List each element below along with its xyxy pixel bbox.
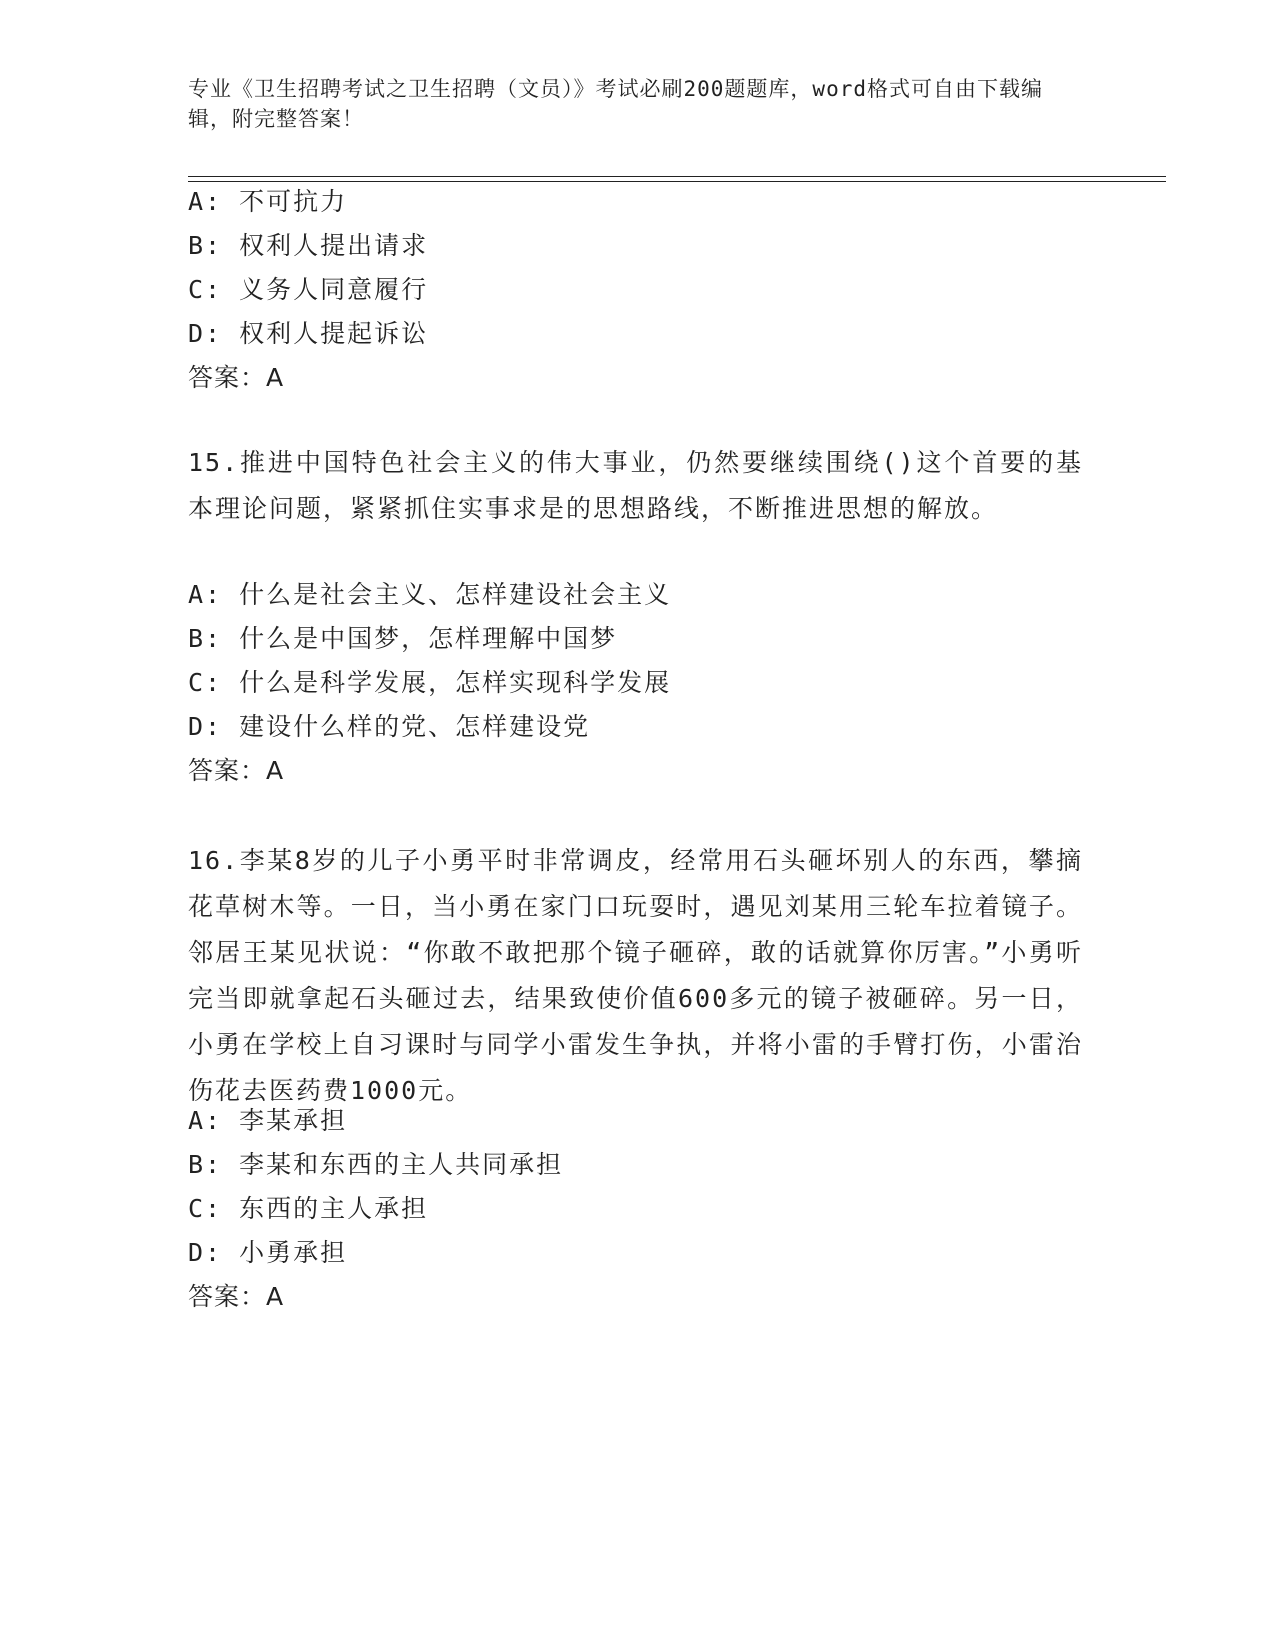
- document-header: 专业《卫生招聘考试之卫生招聘（文员）》考试必刷200题题库，word格式可自由下载编辑，附完整答案！: [188, 77, 1043, 131]
- q16-option-d: D: 小勇承担: [188, 1238, 348, 1267]
- q14-answer: 答案：A: [188, 363, 285, 392]
- q14-option-c: C: 义务人同意履行: [188, 275, 429, 304]
- q16-option-c: C: 东西的主人承担: [188, 1194, 429, 1223]
- header-divider-bottom: [188, 181, 1166, 182]
- q16-option-a: A: 李某承担: [188, 1106, 348, 1135]
- q15-answer: 答案：A: [188, 756, 285, 785]
- header-divider-top: [188, 176, 1166, 177]
- q14-option-a: A: 不可抗力: [188, 187, 348, 216]
- q15-stem: 15.推进中国特色社会主义的伟大事业，仍然要继续围绕()这个首要的基本理论问题，紧紧抓住实事求是的思想路线，不断推进思想的解放。: [188, 448, 1083, 523]
- q14-option-b: B: 权利人提出请求: [188, 231, 429, 260]
- q15-option-d: D: 建设什么样的党、怎样建设党: [188, 712, 591, 741]
- q15-option-b: B: 什么是中国梦，怎样理解中国梦: [188, 624, 618, 653]
- q15-option-c: C: 什么是科学发展，怎样实现科学发展: [188, 668, 672, 697]
- q16-stem: 16.李某8岁的儿子小勇平时非常调皮，经常用石头砸坏别人的东西，攀摘花草树木等。一日，当小勇在家门口玩耍时，遇见刘某用三轮车拉着镜子。邻居王某见状说：“你敢不敢把那个镜子砸碎，敢的话就算你厉害。”小勇听完当即就拿起石头砸过去，结果致使价值600多元的镜子被砸碎。另一日，小勇在学校上自习课时与同学小雷发生争执，并将小雷的手臂打伤，小雷治伤花去医药费1000元。: [188, 846, 1083, 1105]
- q15-option-a: A: 什么是社会主义、怎样建设社会主义: [188, 580, 672, 609]
- q14-option-d: D: 权利人提起诉讼: [188, 319, 429, 348]
- q16-answer: 答案：A: [188, 1282, 285, 1311]
- q16-option-b: B: 李某和东西的主人共同承担: [188, 1150, 564, 1179]
